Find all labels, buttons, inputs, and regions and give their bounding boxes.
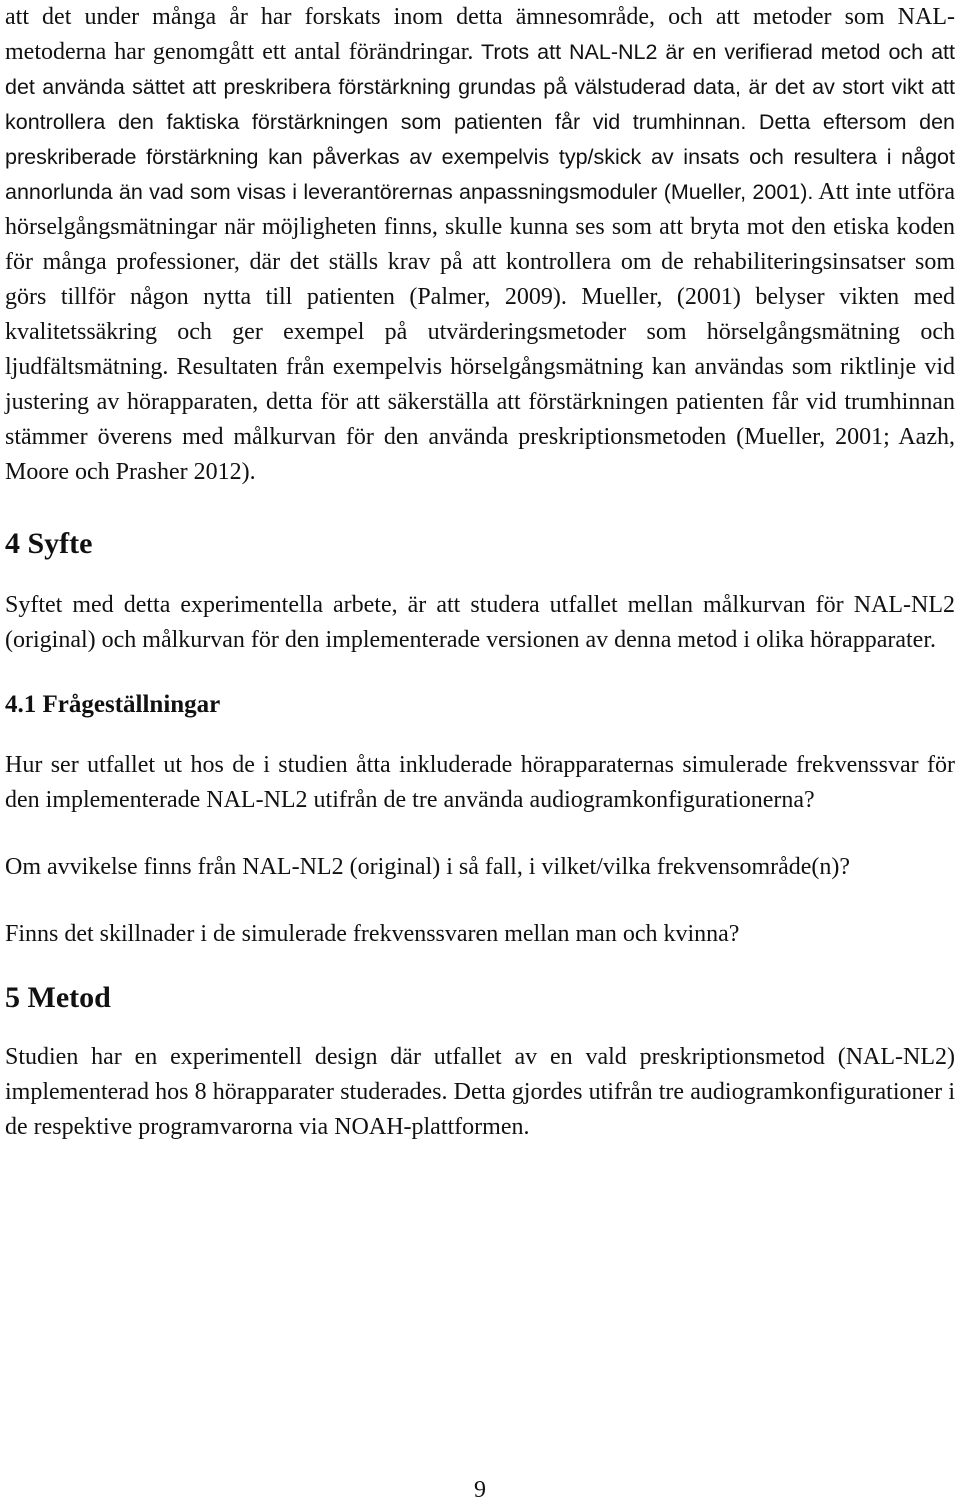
- section-4-1-heading: 4.1 Frågeställningar: [5, 691, 221, 718]
- section-4-heading: 4 Syfte: [5, 527, 93, 560]
- intro-run-3: Att inte utföra hörselgångsmätningar när möjligheten finns, skulle kunna ses som att bryta mot den etiska koden för många professioner, där det ställs krav på att kontrollera om de rehabiliteringsinsatser som görs tillför någon nytta till patienten (Palmer, 2009).: [5, 179, 955, 310]
- question-3: Finns det skillnader i de simulerade frekvenssvaren mellan man och kvinna?: [5, 921, 740, 947]
- intro-run-1: att det under många år har forskats inom detta ämnesområde, och att metoder som NAL-metoderna har genomgått ett antal förändringar.: [5, 4, 955, 65]
- intro-run-2: Trots att NAL-NL2 är en verifierad metod och att det använda sättet att preskribera förstärkning grundas på välstuderad data, är det av stort vikt att kontrollera den faktiska förstärkningen som patienten får vid trumhinnan. Detta eftersom den preskriberade förstärkning kan påverkas av exempelvis typ/skick av insats och resultera i något annorlunda än vad som visas i leverantörernas anpassningsmoduler (Mueller, 2001).: [5, 40, 955, 204]
- intro-paragraph: [5, 0, 955, 490]
- section-5-body: Studien har en experimentell design där utfallet av en vald preskriptionsmetod (NAL-NL2) implementerad hos 8 hörapparater studerades. Detta gjordes utifrån tre audiogramkonfigurationer i de respektive programvarorna via NOAH-plattformen.: [5, 1044, 955, 1140]
- question-2: Om avvikelse finns från NAL-NL2 (original) i så fall, i vilket/vilka frekvensområde(n)?: [5, 854, 851, 880]
- question-1: Hur ser utfallet ut hos de i studien åtta inkluderade hörapparaternas simulerade frekvenssvar för den implementerade NAL-NL2 utifrån de tre använda audiogramkonfigurationerna?: [5, 752, 955, 813]
- document-page: [5, 0, 955, 1145]
- section-4-body: Syftet med detta experimentella arbete, är att studera utfallet mellan målkurvan för NAL-NL2 (original) och målkurvan för den implementerade versionen av denna metod i olika hörapparater.: [5, 592, 955, 653]
- intro-run-4: Mueller, (2001) belyser vikten med kvalitetssäkring och ger exempel på utvärderingsmetoder som hörselgångsmätning och ljudfältsmätning.: [5, 284, 956, 380]
- section-5-heading: 5 Metod: [5, 981, 111, 1014]
- intro-run-5: Resultaten från exempelvis hörselgångsmätning kan användas som riktlinje vid justering av hörapparaten, detta för att säkerställa att förstärkningen patienten får vid trumhinnan stämmer överens med målkurvan för den använda preskriptionsmetoden (Mueller, 2001; Aazh, Moore och Prasher 2012).: [5, 354, 955, 485]
- page-number: 9: [474, 1477, 486, 1503]
